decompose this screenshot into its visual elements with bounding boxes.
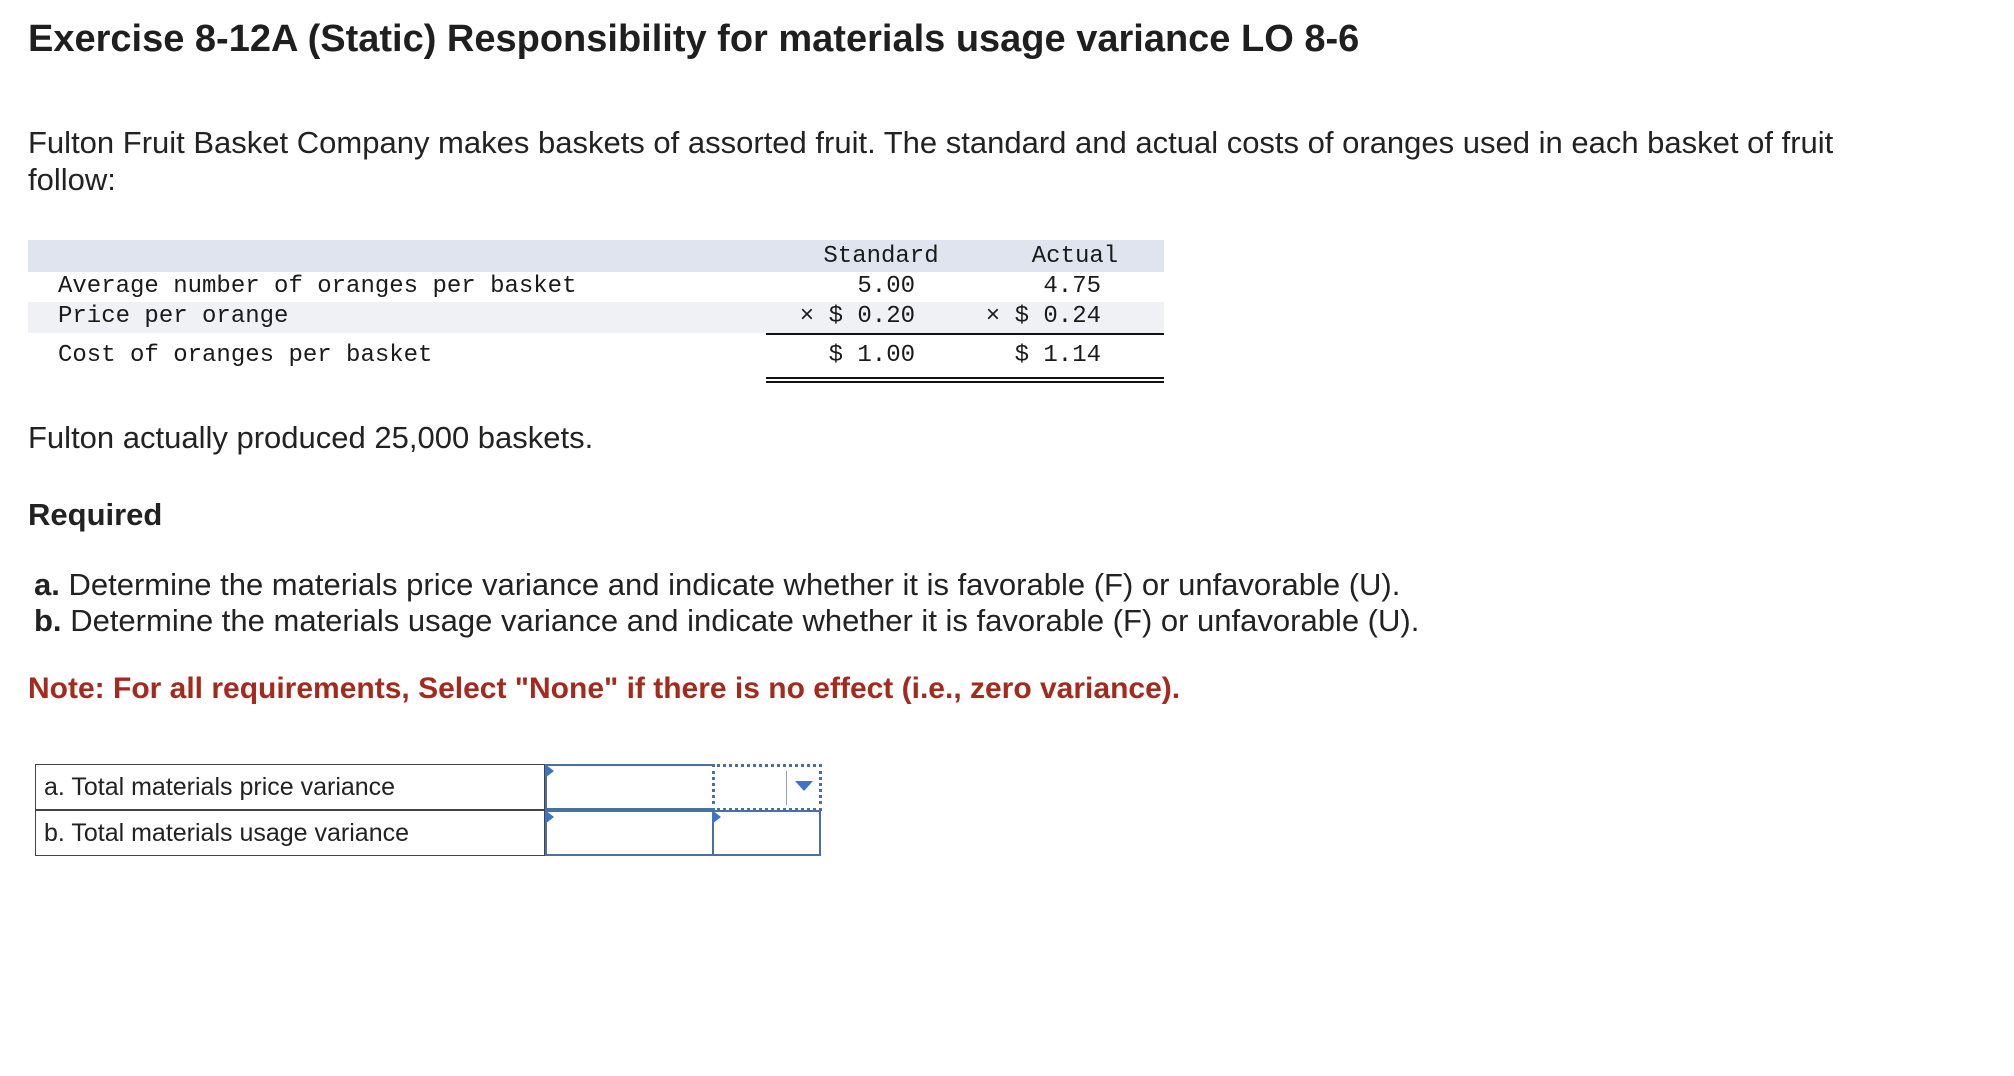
requirements-note: Note: For all requirements, Select "None" if there is no effect (i.e., zero variance). [28,672,1181,705]
standard-oranges-per-basket: 5.00 [857,273,915,300]
intro-text: Fulton Fruit Basket Company makes baskets of assorted fruit. The standard and actual costs of oranges used in each basket of fruit follow: [28,125,1834,197]
required-item-b [34,603,1419,639]
actual-cost-per-basket: $ 1.14 [1014,342,1101,369]
required-item-a-prefix: a. [34,567,60,602]
price-variance-effect-select[interactable] [712,764,822,811]
chevron-down-icon [795,781,813,791]
usage-variance-amount-input[interactable] [545,810,714,856]
required-list [34,567,1419,639]
standard-cost-per-basket: $ 1.00 [828,342,915,369]
price-variance-amount-input[interactable] [545,764,714,810]
dropdown-separator [786,771,787,805]
actual-oranges-per-basket: 4.75 [1043,273,1101,300]
column-header-actual: Actual [1031,243,1119,270]
required-item-a-text: Determine the materials price variance and indicate whether it is favorable (F) or unfavorable (U). [68,567,1401,602]
actual-price-per-orange: × $ 0.24 [985,303,1101,330]
standard-price-per-orange: × $ 0.20 [799,303,915,330]
column-header-standard: Standard [823,243,939,270]
required-item-a [34,567,1419,603]
usage-variance-effect-input[interactable] [712,810,821,856]
required-heading: Required [28,497,163,532]
row-label-cost-per-basket: Cost of oranges per basket [58,342,433,369]
total-double-rule-top [766,377,1164,379]
required-item-b-text: Determine the materials usage variance and indicate whether it is favorable (F) or unfavorable (U). [70,603,1420,638]
total-double-rule-bottom [766,381,1164,383]
subtotal-rule [766,333,1164,335]
page-title: Exercise 8-12A (Static) Responsibility for materials usage variance LO 8-6 [28,18,1360,60]
row-label-price-per-orange: Price per orange [58,303,289,330]
required-item-b-prefix: b. [34,603,62,638]
cost-table [28,240,1164,386]
row-label-oranges-per-basket: Average number of oranges per basket [58,273,577,300]
answer-label-price-variance: a. Total materials price variance [35,764,545,810]
answer-label-usage-variance: b. Total materials usage variance [35,810,545,856]
production-note: Fulton actually produced 25,000 baskets. [28,420,594,455]
